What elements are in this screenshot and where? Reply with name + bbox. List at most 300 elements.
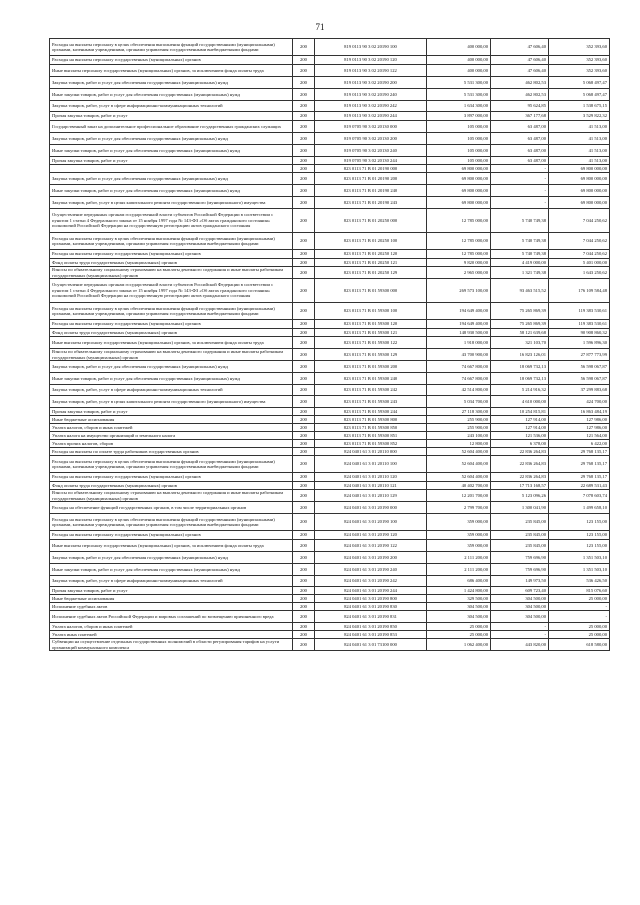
row-name: Иные выплаты персоналу государственных (муниципальных) органов, за исключением фонда оплаты труда xyxy=(50,65,293,77)
row-code: 200 xyxy=(293,514,315,531)
row-name: Иные выплаты персоналу государственных (муниципальных) органов, за исключением фонда оплаты труда xyxy=(50,337,293,349)
row-name: Закупка товаров, работ и услуг для обеспечения государственных (муниципальных) нужд xyxy=(50,173,293,185)
table-row xyxy=(50,373,610,385)
row-remaining: 7 044 250,62 xyxy=(549,233,610,250)
row-code: 200 xyxy=(293,490,315,502)
row-executed: 93 463 515,52 xyxy=(491,279,549,303)
row-kbk: 824 0401 61 3 01 20110 120 xyxy=(315,473,427,482)
row-executed: 63 487,00 xyxy=(491,133,549,145)
row-executed: 10 254 815,81 xyxy=(491,408,549,416)
row-approved: 25 000,00 xyxy=(427,631,491,639)
row-approved: 2 799 700,00 xyxy=(427,502,491,514)
table-row xyxy=(50,250,610,259)
row-name: Уплата налога на имущество организаций и земельного налога xyxy=(50,432,293,440)
row-name: Прочая закупка товаров, работ и услуг xyxy=(50,587,293,595)
row-executed: 18 069 732,13 xyxy=(491,373,549,385)
row-approved: 52 604 400,00 xyxy=(427,456,491,473)
row-approved: 69 800 000,00 xyxy=(427,173,491,185)
row-approved: 42 514 800,00 xyxy=(427,385,491,396)
row-executed: 63 487,00 xyxy=(491,121,549,133)
row-code: 200 xyxy=(293,396,315,408)
row-executed: 47 606,40 xyxy=(491,39,549,56)
row-remaining: 41 513,00 xyxy=(549,145,610,157)
table-row xyxy=(50,416,610,424)
row-executed: 95 624,85 xyxy=(491,101,549,112)
row-code: 200 xyxy=(293,121,315,133)
row-name: Закупка товаров, работ, услуг в целях капитального ремонта государственного (муниципального) имущества xyxy=(50,396,293,408)
row-approved: 27 118 300,00 xyxy=(427,408,491,416)
row-kbk: 824 0401 61 3 01 20190 244 xyxy=(315,587,427,595)
row-kbk: 819 0113 90 3 02 20190 200 xyxy=(315,77,427,89)
table-row xyxy=(50,482,610,490)
row-kbk: 823 0113 71 В 01 59300 100 xyxy=(315,303,427,320)
row-remaining: 5 401 000,00 xyxy=(549,259,610,267)
table-row xyxy=(50,233,610,250)
row-kbk: 823 0113 71 В 01 20190 200 xyxy=(315,173,427,185)
row-approved: 74 667 800,00 xyxy=(427,361,491,373)
row-executed: 5 740 749,38 xyxy=(491,209,549,233)
table-row xyxy=(50,396,610,408)
row-name: Иные бюджетные ассигнования xyxy=(50,416,293,424)
row-executed: 1 321 749,38 xyxy=(491,267,549,279)
row-approved: 105 000,00 xyxy=(427,133,491,145)
row-name: Иные закупки товаров, работ и услуг для обеспечения государственных (муниципальных) нужд xyxy=(50,373,293,385)
row-kbk: 823 0113 71 В 01 20250 121 xyxy=(315,259,427,267)
row-kbk: 824 0401 61 3 01 20190 000 xyxy=(315,502,427,514)
row-remaining: 41 513,00 xyxy=(549,133,610,145)
row-remaining: 69 800 000,00 xyxy=(549,185,610,197)
row-name: Осуществление переданных органам государственной власти субъектов Российской Федерации в соответствии с пунктом 1 статьи 4 Федерального закона от 15 ноября 1997 года № 143-ФЗ «Об актах гражданского состояния» полномочий Российской Федерации на государственную регистрацию актов гражданского состояния xyxy=(50,209,293,233)
table-row xyxy=(50,603,610,611)
row-remaining: 352 393,60 xyxy=(549,39,610,56)
row-approved: 400 000,00 xyxy=(427,56,491,65)
row-code: 200 xyxy=(293,89,315,101)
row-remaining: 69 800 000,00 xyxy=(549,165,610,173)
row-remaining: 119 383 530,61 xyxy=(549,303,610,320)
row-code: 200 xyxy=(293,77,315,89)
row-remaining: 1 351 503,10 xyxy=(549,552,610,564)
row-approved: 269 573 100,00 xyxy=(427,279,491,303)
row-name: Расходы на выплаты персоналу в целях обеспечения выполнения функций государственными (муниципальными) органами, казенными учреждениями, органами управления государственными внебюджетными фондами xyxy=(50,303,293,320)
row-kbk: 823 0113 71 В 01 20190 240 xyxy=(315,185,427,197)
row-name: Прочая закупка товаров, работ и услуг xyxy=(50,157,293,165)
table-row xyxy=(50,552,610,564)
row-remaining: 536 426,50 xyxy=(549,576,610,587)
row-approved: 1 918 000,00 xyxy=(427,337,491,349)
table-row xyxy=(50,303,610,320)
row-approved: 359 000,00 xyxy=(427,514,491,531)
row-remaining: 176 109 584,48 xyxy=(549,279,610,303)
table-row xyxy=(50,145,610,157)
row-executed: - xyxy=(491,631,549,639)
row-executed: - xyxy=(491,165,549,173)
row-kbk: 819 0113 90 3 02 20190 242 xyxy=(315,101,427,112)
row-executed: 6 378,00 xyxy=(491,440,549,448)
row-kbk: 819 0113 90 3 02 20190 122 xyxy=(315,65,427,77)
row-remaining: 424 700,00 xyxy=(549,396,610,408)
row-approved: 43 700 900,00 xyxy=(427,349,491,361)
row-approved: 686 400,00 xyxy=(427,576,491,587)
table-row xyxy=(50,424,610,432)
row-name: Расходы на выплаты персоналу государственных (муниципальных) органов xyxy=(50,473,293,482)
row-code: 200 xyxy=(293,639,315,651)
row-kbk: 824 0401 61 3 01 20190 800 xyxy=(315,595,427,603)
row-name: Исполнение судебных актов xyxy=(50,603,293,611)
row-approved: 255 900,00 xyxy=(427,424,491,432)
row-approved: 12 785 000,00 xyxy=(427,250,491,259)
row-code: 200 xyxy=(293,320,315,329)
row-executed: 18 069 732,13 xyxy=(491,361,549,373)
row-kbk: 824 0401 61 3 01 20190 831 xyxy=(315,611,427,623)
row-kbk: 823 0113 71 В 01 59300 851 xyxy=(315,432,427,440)
row-code: 200 xyxy=(293,267,315,279)
row-approved: 5 531 300,00 xyxy=(427,77,491,89)
row-approved: 2 111 200,00 xyxy=(427,564,491,576)
table-row xyxy=(50,631,610,639)
row-executed: 5 740 749,38 xyxy=(491,250,549,259)
row-name: Уплата налогов, сборов и иных платежей xyxy=(50,623,293,631)
row-executed: 367 177,68 xyxy=(491,112,549,121)
row-approved: 52 604 400,00 xyxy=(427,473,491,482)
table-row xyxy=(50,197,610,209)
table-row xyxy=(50,408,610,416)
row-code: 200 xyxy=(293,173,315,185)
row-executed: 5 123 096,26 xyxy=(491,490,549,502)
row-approved: 25 000,00 xyxy=(427,623,491,631)
row-approved: 12 201 700,00 xyxy=(427,490,491,502)
row-code: 200 xyxy=(293,197,315,209)
row-remaining: 69 800 000,00 xyxy=(549,173,610,185)
table-row xyxy=(50,165,610,173)
row-code: 200 xyxy=(293,56,315,65)
row-name: Расходы на выплаты персоналу государственных (муниципальных) органов xyxy=(50,531,293,540)
row-remaining: - xyxy=(549,603,610,611)
row-executed: - xyxy=(491,623,549,631)
row-code: 200 xyxy=(293,259,315,267)
row-code: 200 xyxy=(293,473,315,482)
row-code: 200 xyxy=(293,337,315,349)
row-approved: 304 500,00 xyxy=(427,611,491,623)
row-name: Расходы на выплаты персоналу государственных (муниципальных) органов xyxy=(50,320,293,329)
row-executed: 609 723,40 xyxy=(491,587,549,595)
row-kbk: 819 0705 90 3 02 20130 244 xyxy=(315,157,427,165)
table-row xyxy=(50,490,610,502)
row-remaining: 123 155,00 xyxy=(549,531,610,540)
row-remaining: 352 393,60 xyxy=(549,65,610,77)
row-code: 200 xyxy=(293,502,315,514)
row-kbk: 824 0401 61 3 01 20190 120 xyxy=(315,531,427,540)
row-executed: 759 696,90 xyxy=(491,552,549,564)
row-kbk: 824 0401 61 3 01 20190 200 xyxy=(315,552,427,564)
row-kbk: 823 0113 71 В 01 59300 000 xyxy=(315,279,427,303)
row-name: Расходы на выплаты по оплате труда работников государственных органов xyxy=(50,448,293,456)
row-kbk: 819 0113 90 3 02 20190 120 xyxy=(315,56,427,65)
row-approved: 400 000,00 xyxy=(427,65,491,77)
row-approved: 243 100,00 xyxy=(427,432,491,440)
budget-execution-table xyxy=(49,38,610,651)
row-name: Иные выплаты персоналу государственных (муниципальных) органов, за исключением фонда оплаты труда xyxy=(50,540,293,552)
row-kbk: 824 0401 61 3 01 20190 240 xyxy=(315,564,427,576)
row-remaining: 119 383 530,61 xyxy=(549,320,610,329)
row-name: Иные бюджетные ассигнования xyxy=(50,595,293,603)
row-approved: 194 649 400,00 xyxy=(427,303,491,320)
row-name: Уплата прочих налогов, сборов xyxy=(50,440,293,448)
row-executed: 462 802,53 xyxy=(491,89,549,101)
table-row xyxy=(50,432,610,440)
row-code: 200 xyxy=(293,157,315,165)
row-name: Расходы на выплаты персоналу государственных (муниципальных) органов xyxy=(50,56,293,65)
row-executed: 22 836 264,83 xyxy=(491,473,549,482)
row-kbk: 824 0401 61 3 01 73100 000 xyxy=(315,639,427,651)
row-kbk: 823 0113 71 В 01 59300 129 xyxy=(315,349,427,361)
row-executed: 462 802,53 xyxy=(491,77,549,89)
row-kbk: 823 0113 71 В 01 20250 120 xyxy=(315,250,427,259)
table-row xyxy=(50,361,610,373)
row-approved: 5 034 700,00 xyxy=(427,396,491,408)
table-row xyxy=(50,133,610,145)
row-code: 200 xyxy=(293,611,315,623)
row-code: 200 xyxy=(293,587,315,595)
row-approved: 69 800 000,00 xyxy=(427,165,491,173)
row-executed: 235 845,00 xyxy=(491,531,549,540)
row-executed: 235 845,00 xyxy=(491,540,549,552)
row-name: Фонд оплаты труда государственных (муниципальных) органов xyxy=(50,329,293,337)
row-remaining: 123 155,00 xyxy=(549,540,610,552)
row-code: 200 xyxy=(293,552,315,564)
row-remaining: 1 499 658,10 xyxy=(549,502,610,514)
row-approved: 1 424 800,00 xyxy=(427,587,491,595)
row-kbk: 823 0113 71 В 01 20190 243 xyxy=(315,197,427,209)
row-remaining: 25 000,00 xyxy=(549,595,610,603)
row-name: Закупка товаров, работ, услуг в сфере информационно-коммуникационных технологий xyxy=(50,101,293,112)
row-executed: 17 713 168,57 xyxy=(491,482,549,490)
row-name: Расходы на выплаты персоналу в целях обеспечения выполнения функций государственными (муниципальными) органами, казенными учреждениями, органами управления государственными внебюджетными фондами xyxy=(50,456,293,473)
row-executed: 304 500,00 xyxy=(491,595,549,603)
row-approved: 5 531 300,00 xyxy=(427,89,491,101)
page-number: 71 xyxy=(315,22,325,32)
row-kbk: 823 0113 71 В 01 59300 242 xyxy=(315,385,427,396)
row-code: 200 xyxy=(293,112,315,121)
row-remaining: 5 068 497,47 xyxy=(549,89,610,101)
row-executed: 22 836 264,83 xyxy=(491,448,549,456)
row-remaining: 618 580,00 xyxy=(549,639,610,651)
table-row xyxy=(50,65,610,77)
row-remaining: 5 068 497,47 xyxy=(549,77,610,89)
row-kbk: 823 0113 71 В 01 59300 122 xyxy=(315,337,427,349)
row-kbk: 824 0401 61 3 01 20110 100 xyxy=(315,456,427,473)
row-remaining: 7 044 250,62 xyxy=(549,250,610,259)
row-name: Осуществление переданных органам государственной власти субъектов Российской Федерации в соответствии с пунктом 1 статьи 4 Федерального закона от 15 ноября 1997 года № 143-ФЗ «Об актах гражданского состояния» полномочий Российской Федерации на государственную регистрацию актов гражданского состояния xyxy=(50,279,293,303)
row-approved: 74 667 800,00 xyxy=(427,373,491,385)
row-name: Расходы на выплаты персоналу в целях обеспечения выполнения функций государственными (муниципальными) органами, казенными учреждениями, органами управления государственными внебюджетными фондами xyxy=(50,233,293,250)
row-name xyxy=(50,165,293,173)
row-executed: 1 300 041,90 xyxy=(491,502,549,514)
row-executed: 759 696,90 xyxy=(491,564,549,576)
row-executed: 121 536,00 xyxy=(491,432,549,440)
row-remaining: 90 908 860,32 xyxy=(549,329,610,337)
table-row xyxy=(50,77,610,89)
row-kbk: 824 0401 61 3 01 20190 122 xyxy=(315,540,427,552)
row-name: Закупка товаров, работ и услуг для обеспечения государственных (муниципальных) нужд xyxy=(50,133,293,145)
row-approved: 105 000,00 xyxy=(427,145,491,157)
row-name: Иные закупки товаров, работ и услуг для обеспечения государственных (муниципальных) нужд xyxy=(50,185,293,197)
row-approved: 40 402 700,00 xyxy=(427,482,491,490)
row-remaining: 25 000,00 xyxy=(549,623,610,631)
row-code: 200 xyxy=(293,540,315,552)
row-code: 200 xyxy=(293,416,315,424)
row-code: 200 xyxy=(293,209,315,233)
table-row xyxy=(50,209,610,233)
row-approved: 105 000,00 xyxy=(427,121,491,133)
row-code: 200 xyxy=(293,440,315,448)
table-row xyxy=(50,514,610,531)
row-code: 200 xyxy=(293,623,315,631)
row-remaining: 37 299 883,68 xyxy=(549,385,610,396)
row-executed: 235 845,00 xyxy=(491,514,549,531)
row-name: Расходы на выплаты персоналу в целях обеспечения выполнения функций государственными (муниципальными) органами, казенными учреждениями, органами управления государственными внебюджетными фондами xyxy=(50,39,293,56)
row-name: Взносы по обязательному социальному страхованию на выплаты денежного содержания и иные выплаты работникам государственных (муниципальных) органов xyxy=(50,490,293,502)
row-approved: 148 930 500,00 xyxy=(427,329,491,337)
row-code: 200 xyxy=(293,456,315,473)
table-row xyxy=(50,385,610,396)
row-kbk: 823 0113 71 В 01 20250 000 xyxy=(315,209,427,233)
row-kbk: 823 0113 71 В 01 20190 000 xyxy=(315,165,427,173)
row-code: 200 xyxy=(293,279,315,303)
table-row xyxy=(50,259,610,267)
table-row xyxy=(50,587,610,595)
table-row xyxy=(50,89,610,101)
row-kbk: 824 0401 61 3 01 20190 242 xyxy=(315,576,427,587)
row-kbk: 823 0113 71 В 01 59300 200 xyxy=(315,361,427,373)
row-remaining: 29 768 135,17 xyxy=(549,456,610,473)
row-remaining: 7 078 603,74 xyxy=(549,490,610,502)
row-remaining: 41 513,00 xyxy=(549,157,610,165)
table-row xyxy=(50,576,610,587)
row-remaining: 69 800 000,00 xyxy=(549,197,610,209)
row-approved: 52 604 400,00 xyxy=(427,448,491,456)
row-kbk: 823 0113 71 В 01 59300 243 xyxy=(315,396,427,408)
table-row xyxy=(50,448,610,456)
row-remaining: 27 877 773,99 xyxy=(549,349,610,361)
row-executed: 149 973,50 xyxy=(491,576,549,587)
row-approved: 69 800 000,00 xyxy=(427,185,491,197)
row-kbk: 823 0113 71 В 01 59300 121 xyxy=(315,329,427,337)
row-kbk: 823 0113 71 В 01 59300 120 xyxy=(315,320,427,329)
row-kbk: 824 0401 61 3 01 20110 129 xyxy=(315,490,427,502)
row-code: 200 xyxy=(293,101,315,112)
row-executed: 63 487,00 xyxy=(491,157,549,165)
row-code: 200 xyxy=(293,576,315,587)
row-remaining: 7 044 250,62 xyxy=(549,209,610,233)
row-code: 200 xyxy=(293,361,315,373)
row-name: Государственный заказ на дополнительное профессиональное образование государственных гражданских служащих xyxy=(50,121,293,133)
row-executed: - xyxy=(491,185,549,197)
row-name: Закупка товаров, работ и услуг для обеспечения государственных (муниципальных) нужд xyxy=(50,361,293,373)
table-row xyxy=(50,112,610,121)
row-name: Иные закупки товаров, работ и услуг для обеспечения государственных (муниципальных) нужд xyxy=(50,89,293,101)
row-approved: 12 785 000,00 xyxy=(427,233,491,250)
row-code: 200 xyxy=(293,250,315,259)
row-approved: 2 965 000,00 xyxy=(427,267,491,279)
row-code: 200 xyxy=(293,165,315,173)
row-executed: 5 740 749,38 xyxy=(491,233,549,250)
table-row xyxy=(50,337,610,349)
row-executed: 63 487,00 xyxy=(491,145,549,157)
row-name: Прочая закупка товаров, работ и услуг xyxy=(50,408,293,416)
table-row xyxy=(50,173,610,185)
row-remaining: 29 768 135,17 xyxy=(549,473,610,482)
row-approved: 9 820 000,00 xyxy=(427,259,491,267)
table-row xyxy=(50,564,610,576)
row-approved: 329 500,00 xyxy=(427,595,491,603)
row-name: Фонд оплаты труда государственных (муниципальных) органов xyxy=(50,259,293,267)
row-name: Уплата иных платежей xyxy=(50,631,293,639)
row-code: 200 xyxy=(293,303,315,320)
row-remaining: 16 863 484,19 xyxy=(549,408,610,416)
row-code: 200 xyxy=(293,595,315,603)
row-code: 200 xyxy=(293,329,315,337)
row-kbk: 819 0113 90 3 02 20190 244 xyxy=(315,112,427,121)
row-name: Закупка товаров, работ, услуг в целях капитального ремонта государственного (муниципального) имущества xyxy=(50,197,293,209)
row-name: Фонд оплаты труда государственных (муниципальных) органов xyxy=(50,482,293,490)
row-remaining: 25 000,00 xyxy=(549,631,610,639)
table-row xyxy=(50,39,610,56)
row-code: 200 xyxy=(293,133,315,145)
row-code: 200 xyxy=(293,448,315,456)
row-executed: 5 214 916,32 xyxy=(491,385,549,396)
row-remaining: 352 393,60 xyxy=(549,56,610,65)
row-approved: 359 000,00 xyxy=(427,540,491,552)
table-row xyxy=(50,267,610,279)
row-name: Иные закупки товаров, работ и услуг для обеспечения государственных (муниципальных) нужд xyxy=(50,145,293,157)
row-remaining: 6 422,00 xyxy=(549,440,610,448)
row-code: 200 xyxy=(293,373,315,385)
row-remaining: 29 768 135,17 xyxy=(549,448,610,456)
row-name: Расходы на выплаты персоналу в целях обеспечения выполнения функций государственными (муниципальными) органами, казенными учреждениями, органами управления государственными внебюджетными фондами xyxy=(50,514,293,531)
row-executed: 16 823 126,01 xyxy=(491,349,549,361)
row-kbk: 819 0113 90 3 02 20190 100 xyxy=(315,39,427,56)
row-approved: 255 900,00 xyxy=(427,416,491,424)
row-remaining: 127 986,00 xyxy=(549,424,610,432)
row-executed: - xyxy=(491,173,549,185)
table-row xyxy=(50,121,610,133)
row-code: 200 xyxy=(293,408,315,416)
row-remaining: - xyxy=(549,611,610,623)
row-executed: 22 836 264,83 xyxy=(491,456,549,473)
row-approved: 194 649 400,00 xyxy=(427,320,491,329)
row-name: Взносы по обязательному социальному страхованию на выплаты денежного содержания и иные выплаты работникам государственных (муниципальных) органов xyxy=(50,349,293,361)
row-kbk: 823 0113 71 В 01 59300 244 xyxy=(315,408,427,416)
row-name: Закупка товаров, работ и услуг для обеспечения государственных (муниципальных) нужд xyxy=(50,552,293,564)
row-remaining: 1 596 896,30 xyxy=(549,337,610,349)
row-name: Субвенции на осуществление отдельных государственных полномочий в области регулирования тарифов на услуги организаций коммунального комплекса xyxy=(50,639,293,651)
row-remaining: 3 529 822,32 xyxy=(549,112,610,121)
row-executed: 47 606,40 xyxy=(491,56,549,65)
row-approved: 359 000,00 xyxy=(427,531,491,540)
row-approved: 1 634 300,00 xyxy=(427,101,491,112)
row-code: 200 xyxy=(293,564,315,576)
table-row xyxy=(50,639,610,651)
row-code: 200 xyxy=(293,39,315,56)
row-executed: 443 820,00 xyxy=(491,639,549,651)
row-code: 200 xyxy=(293,482,315,490)
row-kbk: 819 0705 90 3 02 20130 240 xyxy=(315,145,427,157)
row-code: 200 xyxy=(293,631,315,639)
row-name: Исполнение судебных актов Российской Федерации и мировых соглашений по возмещению причиненного вреда xyxy=(50,611,293,623)
row-name: Расходы на обеспечение функций государственных органов, в том числе территориальных органов xyxy=(50,502,293,514)
row-executed: 4 419 000,00 xyxy=(491,259,549,267)
row-code: 200 xyxy=(293,185,315,197)
